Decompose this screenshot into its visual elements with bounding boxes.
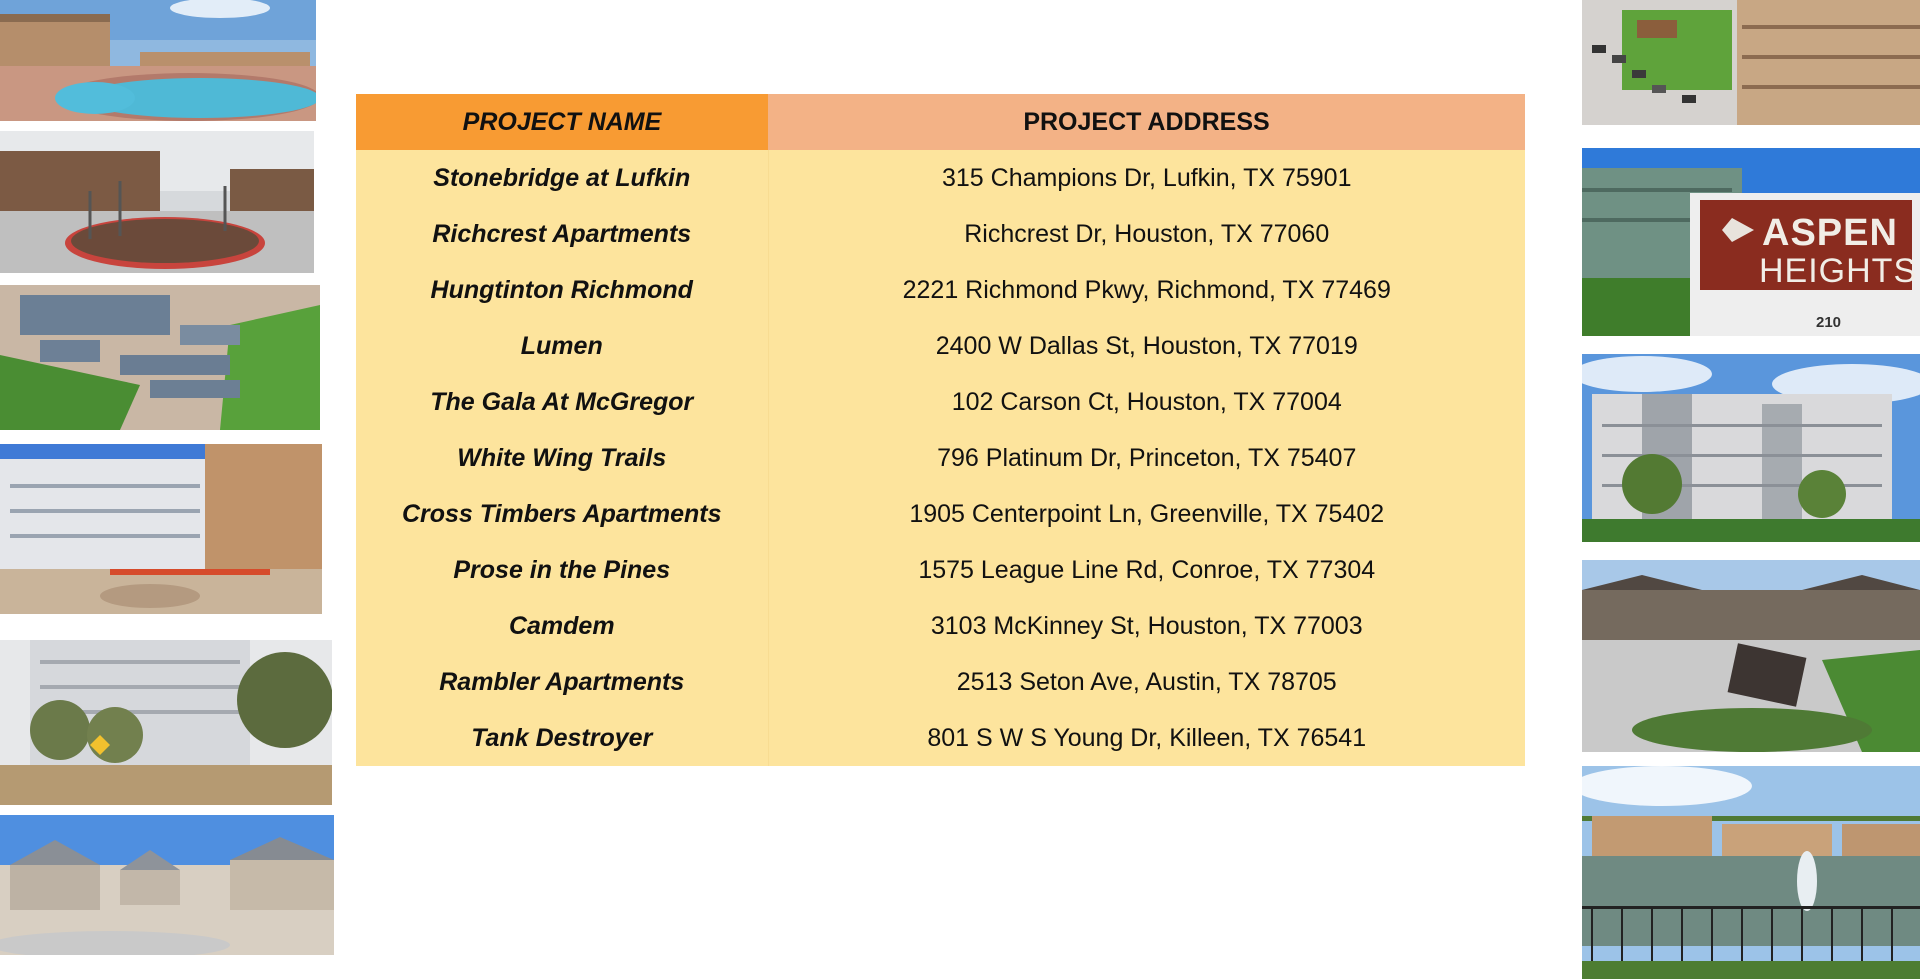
photo-pool-apartments: [0, 0, 316, 121]
project-name-cell: Rambler Apartments: [356, 654, 768, 710]
table-row: [356, 542, 1525, 598]
photo-aerial-parking: [1582, 0, 1920, 125]
project-name-cell: Prose in the Pines: [356, 542, 768, 598]
table-row: [356, 150, 1525, 206]
table-row: [356, 262, 1525, 318]
sign-line-2: HEIGHTS: [1759, 252, 1918, 290]
header-project-address: PROJECT ADDRESS: [768, 94, 1525, 150]
photo-roundabout-apartments: [0, 131, 314, 273]
project-name-cell: The Gala At McGregor: [356, 374, 768, 430]
header-project-name: PROJECT NAME: [356, 94, 768, 150]
project-address-cell: 1575 League Line Rd, Conroe, TX 77304: [768, 542, 1525, 598]
sign-number: 210: [1816, 314, 1842, 331]
project-address-cell: 2221 Richmond Pkwy, Richmond, TX 77469: [768, 262, 1525, 318]
table-row: [356, 654, 1525, 710]
project-address-cell: 1905 Centerpoint Ln, Greenville, TX 75402: [768, 486, 1525, 542]
project-name-cell: Camdem: [356, 598, 768, 654]
photo-urban-construction: [0, 640, 332, 805]
photo-lake-fountain: [1582, 766, 1920, 979]
project-name-cell: White Wing Trails: [356, 430, 768, 486]
table-row: [356, 598, 1525, 654]
table-row: [356, 710, 1525, 766]
photo-aspen-heights-sign: [1582, 148, 1920, 336]
project-name-cell: Hungtinton Richmond: [356, 262, 768, 318]
sign-line-1: ASPEN: [1762, 212, 1898, 254]
table-header-row: [356, 94, 1525, 150]
table-row: [356, 374, 1525, 430]
project-address-cell: 3103 McKinney St, Houston, TX 77003: [768, 598, 1525, 654]
photo-construction-building: [0, 444, 322, 614]
table-row: [356, 486, 1525, 542]
photo-houses-construction: [0, 815, 334, 955]
project-name-cell: Lumen: [356, 318, 768, 374]
project-address-cell: Richcrest Dr, Houston, TX 77060: [768, 206, 1525, 262]
table-row: [356, 430, 1525, 486]
project-address-cell: 102 Carson Ct, Houston, TX 77004: [768, 374, 1525, 430]
table-row: [356, 206, 1525, 262]
project-address-cell: 315 Champions Dr, Lufkin, TX 75901: [768, 150, 1525, 206]
project-address-cell: 2513 Seton Ave, Austin, TX 78705: [768, 654, 1525, 710]
projects-table: [356, 94, 1525, 766]
photo-modern-apartments: [1582, 354, 1920, 542]
photo-aerial-complex: [0, 285, 320, 430]
project-name-cell: Tank Destroyer: [356, 710, 768, 766]
project-address-cell: 796 Platinum Dr, Princeton, TX 75407: [768, 430, 1525, 486]
project-address-cell: 801 S W S Young Dr, Killeen, TX 76541: [768, 710, 1525, 766]
projects-table-container: [356, 94, 1525, 766]
project-name-cell: Stonebridge at Lufkin: [356, 150, 768, 206]
project-name-cell: Cross Timbers Apartments: [356, 486, 768, 542]
photo-entrance-sign: [1582, 560, 1920, 752]
project-name-cell: Richcrest Apartments: [356, 206, 768, 262]
table-row: [356, 318, 1525, 374]
project-address-cell: 2400 W Dallas St, Houston, TX 77019: [768, 318, 1525, 374]
